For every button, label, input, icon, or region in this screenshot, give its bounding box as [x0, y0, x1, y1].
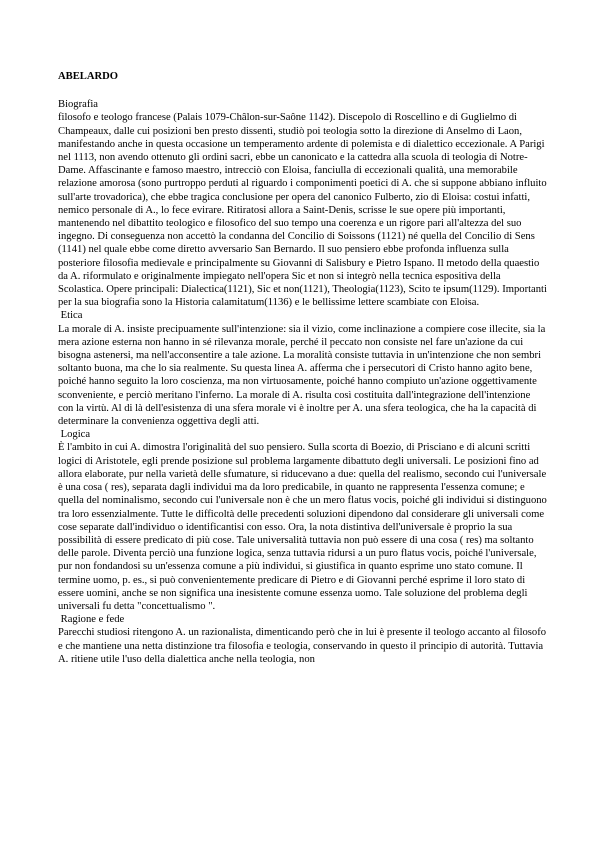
section-ragione-e-fede: [58, 613, 548, 666]
section-text: La morale di A. insiste precipuamente sull'intenzione: sia il vizio, come inclinazione a compiere cose illecite, sia la mera azione esterna non hanno in sé rilevanza morale, perché il peccato non consiste nel fare un'azione da cui bisogna astenersi, ma nell'acconsentire a tale azione. La moralità consiste tuttavia in un'intenzione che non sembri soltanto buona, ma che lo sia realmente. Su questa linea A. afferma che i persecutori di Cristo hanno agito bene, poiché hanno seguito la loro coscienza, ma non virtuosamente, poiché hanno compiuto un'azione oggettivamente sconveniente, e perciò meritano l'inferno. La morale di A. risulta così costituita dall'integrazione dell'intenzione con la virtù. Al di là dell'esistenza di una sfera morale vi è inoltre per A. una sfera teologica, che ha la capacità di determinare la convenienza oggettiva degli atti.: [58, 323, 546, 428]
section-heading: Logica: [58, 429, 91, 441]
document-page: [58, 70, 548, 666]
section-text: filosofo e teologo francese (Palais 1079-Châlon-sur-Saône 1142). Discepolo di Roscellino e di Guglielmo di Champeaux, dalle cui posizioni ben presto dissentì, studiò poi teologia sotto la direzione di Anselmo di Laon, manifestando anche in questa occasione un temperamento ardente di polemista e di dialettico eccezionale. A Parigi nel 1113, non avendo ottenuto gli ordini sacri, ebbe un canonicato e la cattedra alla scuola di teologia di Notre-Dame. Affascinante e famoso maestro, intrecciò con Eloisa, fanciulla di eccezionali qualità, una memorabile relazione amorosa (sono purtroppo perduti al riguardo i componimenti poetici di A. che si suppone abbiano influito sull'arte trovadorica), che ebbe tragica conclusione per opera del canonico Fulberto, zio di Eloisa: costui infatti, nemico personale di A., lo fece evirare. Ritiratosi allora a Saint-Denis, scrisse le sue opere più importanti, mantenendo nel dibattito teologico e filosofico del suo tempo una coerenza e un rigore pari all'altezza del suo ingegno. Di conseguenza non accettò la condanna del Concilio di Soissons (1121) né quella del Concilio di Sens (1141) nel quale ebbe come diretto avversario San Bernardo. Il suo pensiero ebbe profonda influenza sulla posteriore filosofia medievale e principalmente su Giovanni di Salisbury e Pietro Ispano. Il metodo della quaestio da A. riformulato e originalmente impiegato nell'opera Sic et non si integrò nella tecnica espositiva della Scolastica. Opere principali: Dialectica(1121), Sic et non(1121), Theologia(1123), Scito te ipsum(1129). Importanti per la sua biografia sono la Historia calamitatum(1136) e le bellissime lettere scambiate con Eloisa.: [58, 112, 547, 309]
section-biografia: [58, 98, 548, 309]
section-text: Parecchi studiosi ritengono A. un razionalista, dimenticando però che in lui è presente il teologo accanto al filosofo e che mantiene una netta distinzione tra filosofia e teologia, conservando in questo il principio di autorità. Tuttavia A. ritiene utile l'uso della dialettica anche nella teologia, non: [58, 627, 547, 665]
spacer: [58, 83, 548, 98]
section-text: È l'ambito in cui A. dimostra l'originalità del suo pensiero. Sulla scorta di Boezio, di Prisciano e di alcuni scritti logici di Aristotele, egli prende posizione sul problema largamente dibattuto degli universali. Le posizioni fino ad allora elaborate, pur nella varietà delle sfumature, si riducevano a due: quella del realismo, secondo cui l'universale è una cosa ( res), separata dagli individui ma da loro predicabile, in quanto ne rappresenta l'essenza comune; e quella del nominalismo, secondo cui l'universale non è che un mero flatus vocis, poiché gli individui si distinguono tra loro essenzialmente. Tutte le difficoltà delle precedenti soluzioni dipendono dal considerare gli universali come cose separate dall'individuo o identificantisi con esso. Ora, la nota distintiva dell'universale è proprio la sua possibilità di essere predicato di più cose. Tale universalità tuttavia non può essere di una cosa ( res) ma soltanto delle parole. Diventa perciò una funzione logica, senza tuttavia ridursi a un puro flatus vocis, poiché l'universale, pur non fondandosi su un'essenza comune a più individui, si giustifica in quanto esprime uno stato comune. Il termine uomo, p. es., si può convenientemente predicare di Pietro e di Giovanni perché esprime il loro stato di essere uomini, anche se non significa una inesistente comune essenza uomo. Tale soluzione del problema degli universali fu detta "concettualismo ".: [58, 442, 547, 612]
section-heading: Biografia: [58, 99, 99, 111]
document-title: ABELARDO: [58, 71, 119, 82]
section-logica: [58, 428, 548, 613]
section-heading: Etica: [58, 310, 83, 322]
section-heading: Ragione e fede: [58, 614, 125, 626]
section-etica: [58, 309, 548, 428]
